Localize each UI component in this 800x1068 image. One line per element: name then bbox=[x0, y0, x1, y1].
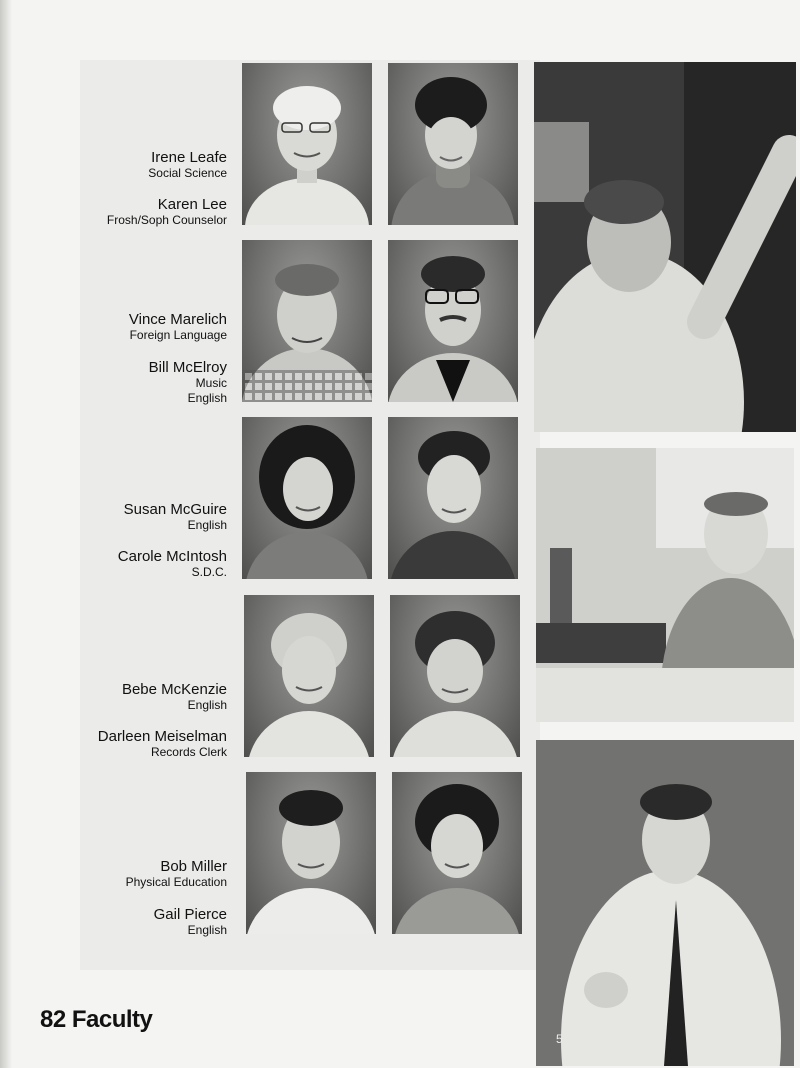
portrait-irene-leafe bbox=[242, 63, 372, 225]
page-folio: 82 Faculty bbox=[40, 1006, 153, 1033]
caption-gail-pierce bbox=[154, 906, 227, 938]
faculty-role: Physical Education bbox=[125, 875, 227, 889]
faculty-role: English bbox=[187, 518, 227, 532]
portrait-karen-lee bbox=[388, 63, 518, 225]
portrait-bebe-mckenzie bbox=[244, 595, 374, 757]
caption-darleen-meiselman bbox=[98, 728, 227, 760]
faculty-role: S.D.C. bbox=[191, 565, 227, 579]
caption-karen-lee bbox=[107, 196, 227, 228]
caption-irene-leafe bbox=[148, 149, 227, 181]
caption-susan-mcguire bbox=[124, 501, 227, 533]
photo-teacher-at-desk bbox=[536, 448, 794, 722]
faculty-role: English bbox=[187, 923, 227, 937]
faculty-name: Bob Miller bbox=[160, 858, 227, 875]
portrait-darleen-meiselman bbox=[390, 595, 520, 757]
faculty-role: Foreign Language bbox=[129, 328, 227, 342]
caption-bill-mcelroy bbox=[149, 359, 227, 406]
faculty-role: Records Clerk bbox=[150, 745, 227, 759]
portrait-bill-mcelroy bbox=[388, 240, 518, 402]
faculty-role: Music bbox=[195, 376, 227, 390]
photo-number: 5 bbox=[556, 1032, 563, 1046]
portrait-vince-marelich bbox=[242, 240, 372, 402]
portrait-carole-mcintosh bbox=[388, 417, 518, 579]
caption-bebe-mckenzie bbox=[122, 681, 227, 713]
caption-vince-marelich bbox=[129, 311, 227, 343]
faculty-name: Gail Pierce bbox=[153, 906, 227, 923]
portrait-bob-miller bbox=[246, 772, 376, 934]
photo-teacher-at-chalkboard bbox=[534, 62, 796, 432]
faculty-name: Karen Lee bbox=[157, 196, 227, 213]
faculty-name: Bill McElroy bbox=[148, 359, 227, 376]
portrait-susan-mcguire bbox=[242, 417, 372, 579]
faculty-role: English bbox=[187, 391, 227, 405]
page-binding-shadow bbox=[0, 0, 12, 1068]
faculty-name: Vince Marelich bbox=[128, 311, 227, 328]
faculty-name: Irene Leafe bbox=[151, 149, 227, 166]
faculty-role: Frosh/Soph Counselor bbox=[106, 213, 227, 227]
faculty-name: Susan McGuire bbox=[123, 501, 227, 518]
faculty-role: English bbox=[187, 698, 227, 712]
faculty-name: Darleen Meiselman bbox=[97, 728, 227, 745]
portrait-gail-pierce bbox=[392, 772, 522, 934]
faculty-name: Carole McIntosh bbox=[117, 548, 227, 565]
caption-bob-miller bbox=[126, 858, 227, 890]
photo-teacher-gesturing bbox=[536, 740, 794, 1066]
caption-carole-mcintosh bbox=[118, 548, 227, 580]
faculty-role: Social Science bbox=[148, 166, 227, 180]
faculty-name: Bebe McKenzie bbox=[121, 681, 227, 698]
